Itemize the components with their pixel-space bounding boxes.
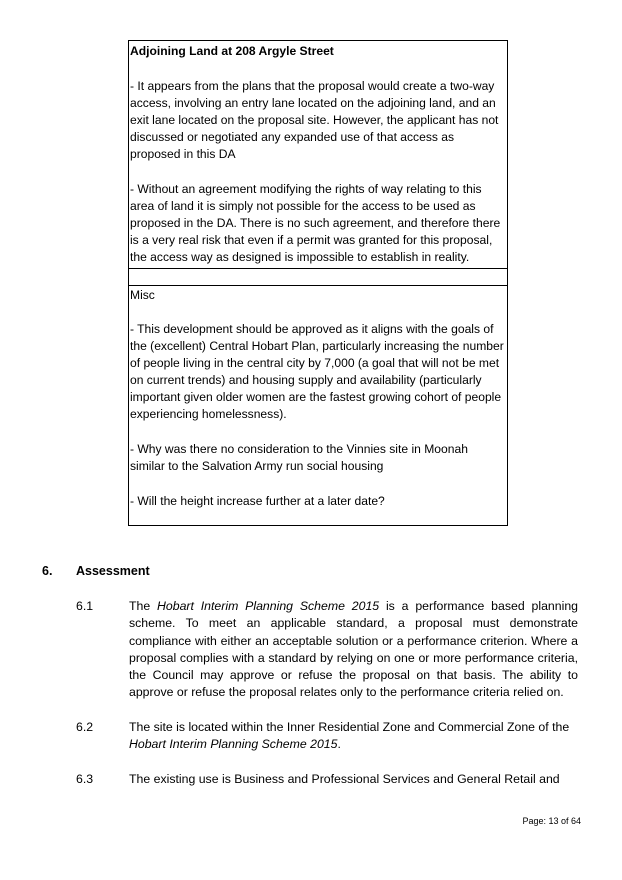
- paragraph-number: 6.3: [76, 772, 94, 786]
- paragraph-line: compliance with either an acceptable solution or a performance criterion. Where a: [129, 633, 578, 648]
- section-number: 6.: [42, 564, 53, 578]
- paragraph-line: scheme. To meet an applicable standard, a proposal must demonstrate: [129, 616, 578, 631]
- cell-heading-adjoining-land: Adjoining Land at 208 Argyle Street: [130, 44, 334, 58]
- section-title: Assessment: [76, 564, 150, 578]
- paragraph-line: The existing use is Business and Professional Services and General Retail and: [129, 772, 560, 786]
- table-row-divider: [129, 268, 507, 269]
- paragraph-line: approve or refuse the proposal relates only to the performance criteria relied on.: [129, 685, 564, 700]
- cell-heading-misc: Misc: [130, 288, 155, 302]
- paragraph-line: Hobart Interim Planning Scheme 2015.: [129, 737, 341, 752]
- paragraph-line: The site is located within the Inner Residential Zone and Commercial Zone of the: [129, 720, 570, 734]
- paragraph-6-3: [129, 771, 578, 788]
- paragraph-line: the Council may approve or refuse the proposal on that basis. The ability to: [129, 668, 578, 683]
- paragraph-line: The Hobart Interim Planning Scheme 2015 is a performance based planning: [129, 599, 578, 613]
- page-number-footer: Page: 13 of 64: [522, 816, 581, 826]
- table-row-divider: [129, 285, 507, 286]
- paragraph-6-2: [129, 719, 578, 754]
- paragraph-number: 6.2: [76, 720, 94, 734]
- paragraph-6-1: [129, 598, 578, 702]
- representations-table: Adjoining Land at 208 Argyle Street - It appears from the plans that the proposal would create a two-way access, involving an entry lane located on the adjoining land, and an exit lane located on the proposal site. However, the applicant has not discussed or negotiated any expanded use of that access as proposed in this DA - Without an agreement modifying the rights of way relating to this area of land it is simply not possible for the access to be used as proposed in the DA. There is no such agreement, and therefore there is a very real risk that even if a permit was granted for this proposal, the access way as designed is impossible to establish in reality. Misc - This development should be approved as it aligns with the goals of the (excellent) Central Hobart Plan, particularly increasing the number of people living in the central city by 7,000 (a goal that will not be met on current trends) and housing supply and availability (particularly important given older women are the fastest growing cohort of people experiencing homelessness). - Why was there no consideration to the Vinnies site in Moonah similar to the Salvation Army run social housing - Will the height increase further at a later date?: [128, 40, 508, 526]
- paragraph-number: 6.1: [76, 599, 94, 613]
- paragraph-line: proposal complies with a standard by relying on one or more performance criteria,: [129, 650, 578, 665]
